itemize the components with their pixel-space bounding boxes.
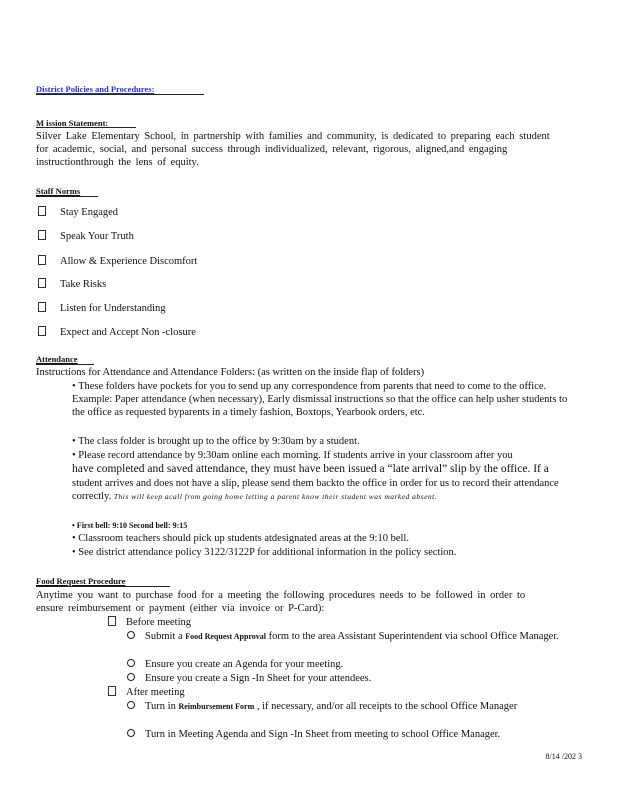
norm-item: Take Risks	[38, 278, 106, 291]
norm-item: Stay Engaged	[38, 206, 118, 219]
norm-item: Listen for Understanding	[38, 302, 166, 315]
mission-text: Silver Lake Elementary School, in partnership with families and community, is dedicated to preparing each student for academic, social, and personal success through individualized, relevant, rigorous, aligned,and engaging instructionthrough the lens of equity.	[36, 131, 550, 169]
checkbox-icon	[108, 686, 116, 696]
checkbox-icon	[108, 616, 116, 626]
before-step: Ensure you create a Sign -In Sheet for your attendees.	[127, 672, 567, 685]
attendance-heading: Attendance	[36, 354, 78, 364]
before-step: Ensure you create an Agenda for your meeting.	[127, 658, 567, 671]
staff-norms-heading: Staff Norms	[36, 186, 81, 196]
norm-item: Allow & Experience Discomfort	[38, 255, 197, 268]
staff-norms-underline	[36, 196, 98, 197]
attendance-bullet-line: student arrives and does not have a slip, please send them backto the office in order for us to record their attendance correctly. This will keep acall from going home letting a parent know their student was marked absent.	[72, 478, 559, 503]
checkbox-icon	[38, 206, 46, 216]
circle-bullet-icon	[127, 631, 135, 639]
attendance-bullet: • The class folder is brought up to the office by 9:30am by a student.	[72, 436, 360, 447]
bell-times: • First bell: 9:10 Second bell: 9:15	[72, 521, 188, 530]
attendance-bullet: • See district attendance policy 3122/3122P for additional information in the policy section.	[72, 547, 457, 558]
mission-underline	[36, 127, 136, 128]
attendance-bullet: • Please record attendance by 9:30am online each morning. If students arrive in your classroom after you	[72, 450, 513, 461]
food-underline	[36, 586, 170, 587]
circle-bullet-icon	[127, 659, 135, 667]
checkbox-icon	[38, 278, 46, 288]
attendance-intro: Instructions for Attendance and Attendance Folders: (as written on the inside flap of folders)	[36, 367, 425, 378]
attendance-bullet: • Classroom teachers should pick up students atdesignated areas at the 9:10 bell.	[72, 533, 409, 544]
circle-bullet-icon	[127, 701, 135, 709]
before-step: Submit a Food Request Approval form to the area Assistant Superintendent via school Office Manager.	[127, 630, 567, 643]
page-title: District Policies and Procedures:	[36, 84, 155, 94]
checkbox-icon	[38, 302, 46, 312]
circle-bullet-icon	[127, 673, 135, 681]
food-intro: Anytime you want to purchase food for a meeting the following procedures needs to be followed in order to ensure reimbursement or payment (either via invoice or P-Card):	[36, 590, 526, 615]
title-underline	[36, 94, 204, 95]
after-meeting-label: After meeting	[108, 686, 185, 699]
attendance-bullet: • These folders have pockets for you to send up any correspondence from parents that need to come to the office. Example: Paper attendance (when necessary), Early dismissal instructions so that the office can help usher students to the office as requested byparents in a timely fashion, Boxtops, Yearbook orders, etc.	[72, 381, 568, 419]
checkbox-icon	[38, 326, 46, 336]
mission-heading: M ission Statement:	[36, 118, 109, 128]
circle-bullet-icon	[127, 729, 135, 737]
attendance-underline	[36, 364, 94, 365]
checkbox-icon	[38, 230, 46, 240]
food-heading: Food Request Procedure	[36, 576, 126, 586]
norm-item: Expect and Accept Non -closure	[38, 326, 196, 339]
after-step: Turn in Reimbursement Form , if necessary, and/or all receipts to the school Office Manager	[127, 700, 567, 713]
norm-item: Speak Your Truth	[38, 230, 134, 243]
after-step: Turn in Meeting Agenda and Sign -In Sheet from meeting to school Office Manager.	[127, 728, 567, 741]
footer-date: 8/14 /202 3	[545, 752, 582, 761]
before-meeting-label: Before meeting	[108, 616, 191, 629]
attendance-bullet-line: have completed and saved attendance, they must have been issued a “late arrival” slip by the office. If a	[72, 463, 549, 475]
checkbox-icon	[38, 255, 46, 265]
